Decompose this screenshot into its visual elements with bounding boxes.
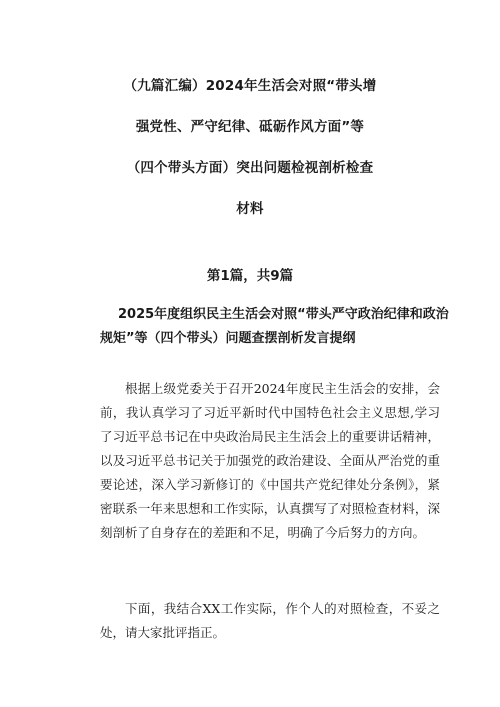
title-line-4: 材料 bbox=[236, 201, 264, 217]
section-heading: 第1篇，共9篇 bbox=[206, 268, 294, 284]
body-paragraph-2: 下面，我结合XX工作实际，作个人的对照检查，不妥之处，请大家批评指正。 bbox=[100, 600, 440, 640]
title-line-3: （四个带头方面）突出问题检视剖析检查 bbox=[126, 160, 374, 176]
document-title bbox=[0, 66, 500, 230]
title-line-2: 强党性、严守纪律、砥砺作风方面”等 bbox=[135, 119, 365, 135]
subtitle-line-1: 2025年度组织民主生活会对照“带头严守政治纪律和政治 bbox=[118, 307, 449, 322]
body-paragraph-1: 根据上级党委关于召开2024年度民主生活会的安排，会前，我认真学习了习近平新时代中国特色社会主义思想,学习了习近平总书记在中央政治局民主生活会上的重要讲话精神，以及习近平总书记关于加强党的政治建设、全面从严治党的重要论述，深入学习新修订的《中国共产党纪律处分条例》，紧密联系一年来思想和工作实际，认真撰写了对照检查材料，深刻剖析了自身存在的差距和不足，明确了今后努力的方向。 bbox=[100, 380, 440, 540]
subtitle-line-2: 规矩”等（四个带头）问题查摆剖析发言提纲 bbox=[100, 331, 356, 346]
title-line-1: （九篇汇编）2024年生活会对照“带头增 bbox=[123, 78, 377, 94]
article-subtitle bbox=[100, 303, 480, 351]
